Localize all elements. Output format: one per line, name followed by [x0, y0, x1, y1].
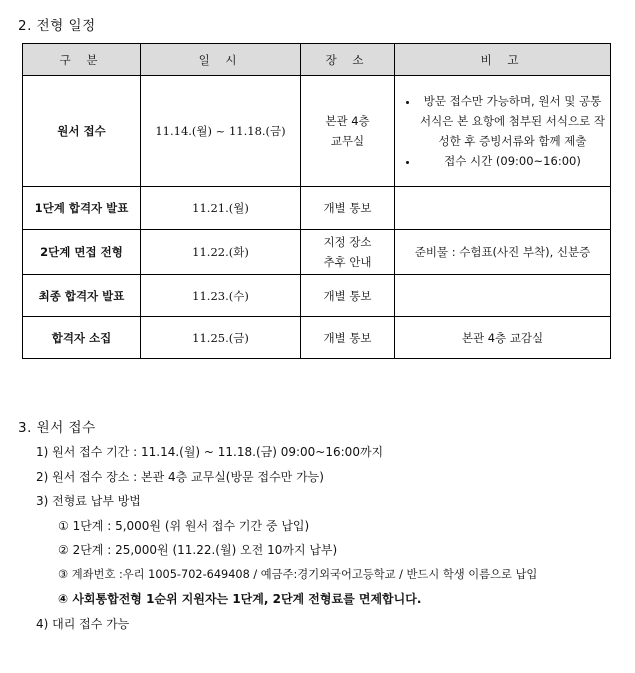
list-item: ② 2단계 : 25,000원 (11.22.(월) 오전 10까지 납부)	[58, 543, 338, 557]
place-line: 추후 안내	[323, 255, 372, 269]
header-datetime: 일 시	[141, 44, 301, 76]
table-row	[23, 317, 611, 359]
list-item: 3) 전형료 납부 방법	[36, 494, 141, 508]
row-category: 2단계 면접 전형	[23, 230, 141, 275]
row-place: 개별 통보	[301, 317, 395, 359]
header-category: 구 분	[23, 44, 141, 76]
remark-item: • 접수 시간 (09:00~16:00)	[419, 151, 606, 171]
list-item: 1) 원서 접수 기간 : 11.14.(월) ~ 11.18.(금) 09:00~16:00까지	[36, 445, 384, 459]
place-line: 지정 장소	[323, 235, 372, 249]
remark-item: • 방문 접수만 가능하며, 원서 및 공통 서식은 본 요항에 첨부된 서식으로 작성한 후 증빙서류와 함께 제출	[419, 91, 606, 151]
table-row	[23, 187, 611, 230]
row-place	[301, 230, 395, 275]
row-remark: 본관 4층 교감실	[395, 317, 611, 359]
row-category: 합격자 소집	[23, 317, 141, 359]
row-category: 원서 접수	[23, 76, 141, 187]
list-item: ④ 사회통합전형 1순위 지원자는 1단계, 2단계 전형료를 면제합니다.	[58, 592, 422, 606]
row-remarks	[395, 76, 611, 187]
row-remark: 준비물 : 수험표(사진 부착), 신분증	[395, 230, 611, 275]
place-line: 교무실	[330, 134, 365, 148]
header-remarks: 비 고	[395, 44, 611, 76]
section-title-application: 3. 원서 접수	[18, 420, 96, 436]
row-place: 개별 통보	[301, 187, 395, 230]
row-category: 최종 합격자 발표	[23, 275, 141, 317]
row-datetime: 11.21.(월)	[141, 187, 301, 230]
row-datetime: 11.23.(수)	[141, 275, 301, 317]
row-category: 1단계 합격자 발표	[23, 187, 141, 230]
row-remark	[395, 275, 611, 317]
row-datetime: 11.22.(화)	[141, 230, 301, 275]
header-place: 장 소	[301, 44, 395, 76]
list-item: ③ 계좌번호 :우리 1005-702-649408 / 예금주:경기외국어고등학교 / 반드시 학생 이름으로 납입	[58, 567, 538, 581]
list-item: ① 1단계 : 5,000원 (위 원서 접수 기간 중 납입)	[58, 518, 310, 533]
row-place	[301, 76, 395, 187]
row-datetime: 11.14.(월) ~ 11.18.(금)	[141, 76, 301, 187]
list-item: 2) 원서 접수 장소 : 본관 4층 교무실(방문 접수만 가능)	[36, 469, 324, 484]
row-place: 개별 통보	[301, 275, 395, 317]
table-header-row	[23, 44, 611, 76]
table-row	[23, 275, 611, 317]
list-item: 4) 대리 접수 가능	[36, 616, 130, 631]
row-datetime: 11.25.(금)	[141, 317, 301, 359]
application-details-list	[36, 440, 537, 636]
place-line: 본관 4층	[325, 114, 370, 128]
section-title-schedule: 2. 전형 일정	[18, 18, 96, 34]
schedule-table	[22, 43, 611, 359]
table-row	[23, 230, 611, 275]
table-row	[23, 76, 611, 187]
row-remark	[395, 187, 611, 230]
